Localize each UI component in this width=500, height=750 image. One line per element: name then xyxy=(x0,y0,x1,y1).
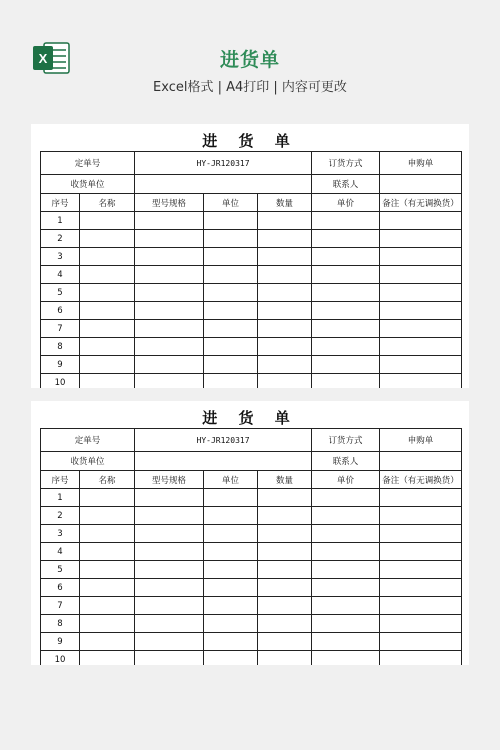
table-row xyxy=(41,284,462,302)
table-cell[interactable] xyxy=(380,579,462,597)
row-number: 5 xyxy=(41,561,80,579)
table-cell[interactable] xyxy=(135,525,204,543)
table-cell[interactable] xyxy=(258,320,312,338)
order-info-row xyxy=(41,152,462,175)
table-cell[interactable] xyxy=(204,212,258,230)
order-table xyxy=(40,428,462,665)
table-cell[interactable] xyxy=(258,579,312,597)
row-number: 7 xyxy=(41,320,80,338)
table-cell[interactable] xyxy=(80,597,135,615)
table-cell[interactable] xyxy=(80,507,135,525)
table-cell[interactable] xyxy=(204,266,258,284)
table-cell[interactable] xyxy=(135,489,204,507)
table-cell[interactable] xyxy=(312,543,380,561)
table-cell[interactable] xyxy=(258,615,312,633)
receiver-row xyxy=(41,175,462,194)
table-cell[interactable] xyxy=(312,633,380,651)
table-cell[interactable] xyxy=(380,651,462,666)
table-cell[interactable] xyxy=(380,489,462,507)
table-row xyxy=(41,507,462,525)
table-cell[interactable] xyxy=(204,489,258,507)
column-header: 序号 xyxy=(41,194,80,212)
table-cell[interactable] xyxy=(380,266,462,284)
page-subtitle: Excel格式 | A4打印 | 内容可更改 xyxy=(153,80,347,95)
table-row xyxy=(41,212,462,230)
row-number: 6 xyxy=(41,579,80,597)
table-cell[interactable] xyxy=(312,284,380,302)
table-cell[interactable] xyxy=(135,561,204,579)
order-method-value[interactable]: 申购单 xyxy=(380,429,462,452)
table-cell[interactable] xyxy=(380,338,462,356)
table-cell[interactable] xyxy=(380,525,462,543)
table-cell[interactable] xyxy=(312,266,380,284)
row-number: 1 xyxy=(41,212,80,230)
table-cell[interactable] xyxy=(380,320,462,338)
column-header: 序号 xyxy=(41,471,80,489)
column-header: 型号规格 xyxy=(135,194,204,212)
table-row xyxy=(41,374,462,389)
table-row xyxy=(41,597,462,615)
order-no-label: 定单号 xyxy=(41,429,135,452)
table-cell[interactable] xyxy=(135,651,204,666)
table-cell[interactable] xyxy=(80,230,135,248)
table-row xyxy=(41,320,462,338)
table-cell[interactable] xyxy=(312,615,380,633)
table-row xyxy=(41,489,462,507)
table-cell[interactable] xyxy=(80,302,135,320)
table-row xyxy=(41,579,462,597)
table-row xyxy=(41,651,462,666)
row-number: 4 xyxy=(41,266,80,284)
table-cell[interactable] xyxy=(204,248,258,266)
table-cell[interactable] xyxy=(135,302,204,320)
column-header: 单价 xyxy=(312,194,380,212)
table-cell[interactable] xyxy=(258,633,312,651)
receiver-row xyxy=(41,452,462,471)
table-cell[interactable] xyxy=(380,356,462,374)
table-cell[interactable] xyxy=(135,212,204,230)
table-cell[interactable] xyxy=(135,579,204,597)
table-cell[interactable] xyxy=(204,633,258,651)
row-number: 9 xyxy=(41,633,80,651)
order-info-row xyxy=(41,429,462,452)
table-cell[interactable] xyxy=(80,374,135,389)
order-method-label: 订货方式 xyxy=(312,429,380,452)
table-cell[interactable] xyxy=(312,489,380,507)
table-cell[interactable] xyxy=(258,489,312,507)
table-cell[interactable] xyxy=(204,561,258,579)
table-cell[interactable] xyxy=(312,302,380,320)
table-cell[interactable] xyxy=(312,561,380,579)
table-cell[interactable] xyxy=(204,302,258,320)
table-cell[interactable] xyxy=(258,248,312,266)
column-header-row xyxy=(41,194,462,212)
column-header: 单位 xyxy=(204,194,258,212)
sheet-title: 进 货 单 xyxy=(202,132,298,150)
table-cell[interactable] xyxy=(380,230,462,248)
table-cell[interactable] xyxy=(80,525,135,543)
table-cell[interactable] xyxy=(258,338,312,356)
table-cell[interactable] xyxy=(135,507,204,525)
table-cell[interactable] xyxy=(135,338,204,356)
row-number: 2 xyxy=(41,507,80,525)
table-cell[interactable] xyxy=(204,320,258,338)
table-cell[interactable] xyxy=(80,651,135,666)
column-header-row xyxy=(41,471,462,489)
table-cell[interactable] xyxy=(380,302,462,320)
column-header: 名称 xyxy=(80,194,135,212)
table-cell[interactable] xyxy=(135,320,204,338)
table-cell[interactable] xyxy=(135,284,204,302)
table-cell[interactable] xyxy=(312,525,380,543)
table-cell[interactable] xyxy=(312,212,380,230)
row-number: 2 xyxy=(41,230,80,248)
table-cell[interactable] xyxy=(380,284,462,302)
table-cell[interactable] xyxy=(204,543,258,561)
order-no-value[interactable]: HY-JR120317 xyxy=(135,152,312,175)
table-cell[interactable] xyxy=(380,507,462,525)
table-cell[interactable] xyxy=(80,561,135,579)
column-header: 名称 xyxy=(80,471,135,489)
table-cell[interactable] xyxy=(312,579,380,597)
table-cell[interactable] xyxy=(80,615,135,633)
table-row xyxy=(41,543,462,561)
table-cell[interactable] xyxy=(80,579,135,597)
receiver-value-cell[interactable] xyxy=(135,452,312,471)
table-cell[interactable] xyxy=(380,212,462,230)
receiver-value-cell[interactable] xyxy=(135,175,312,194)
order-method-value[interactable]: 申购单 xyxy=(380,152,462,175)
sheet-2 xyxy=(31,401,469,665)
table-cell[interactable] xyxy=(380,561,462,579)
row-number: 5 xyxy=(41,284,80,302)
table-row xyxy=(41,561,462,579)
column-header: 型号规格 xyxy=(135,471,204,489)
table-cell[interactable] xyxy=(135,248,204,266)
table-cell[interactable] xyxy=(258,507,312,525)
table-cell[interactable] xyxy=(204,356,258,374)
table-cell[interactable] xyxy=(204,374,258,389)
contact-label: 联系人 xyxy=(312,452,380,471)
row-number: 4 xyxy=(41,543,80,561)
table-cell[interactable] xyxy=(204,230,258,248)
row-number: 3 xyxy=(41,248,80,266)
table-cell[interactable] xyxy=(80,633,135,651)
receiver-label: 收货单位 xyxy=(41,175,135,194)
table-cell[interactable] xyxy=(258,543,312,561)
table-cell[interactable] xyxy=(312,651,380,666)
table-cell[interactable] xyxy=(258,651,312,666)
table-cell[interactable] xyxy=(312,356,380,374)
table-cell[interactable] xyxy=(258,230,312,248)
table-cell[interactable] xyxy=(380,633,462,651)
table-cell[interactable] xyxy=(204,507,258,525)
table-cell[interactable] xyxy=(204,579,258,597)
table-row xyxy=(41,525,462,543)
table-cell[interactable] xyxy=(135,597,204,615)
table-cell[interactable] xyxy=(80,338,135,356)
table-row xyxy=(41,338,462,356)
table-cell[interactable] xyxy=(380,248,462,266)
column-header: 备注（有无调换货） xyxy=(380,471,462,489)
table-row xyxy=(41,615,462,633)
table-cell[interactable] xyxy=(80,266,135,284)
table-cell[interactable] xyxy=(204,597,258,615)
order-table xyxy=(40,151,462,388)
table-cell[interactable] xyxy=(258,212,312,230)
table-cell[interactable] xyxy=(80,489,135,507)
table-cell[interactable] xyxy=(258,597,312,615)
table-row xyxy=(41,633,462,651)
row-number: 8 xyxy=(41,615,80,633)
row-number: 9 xyxy=(41,356,80,374)
column-header: 数量 xyxy=(258,194,312,212)
contact-value-cell[interactable] xyxy=(380,452,462,471)
table-cell[interactable] xyxy=(312,248,380,266)
table-row xyxy=(41,230,462,248)
table-cell[interactable] xyxy=(258,356,312,374)
table-cell[interactable] xyxy=(204,615,258,633)
table-cell[interactable] xyxy=(204,651,258,666)
table-cell[interactable] xyxy=(80,356,135,374)
table-cell[interactable] xyxy=(258,525,312,543)
sheet-1 xyxy=(31,124,469,388)
table-cell[interactable] xyxy=(258,302,312,320)
table-cell[interactable] xyxy=(80,212,135,230)
row-number: 3 xyxy=(41,525,80,543)
table-cell[interactable] xyxy=(204,525,258,543)
table-cell[interactable] xyxy=(80,320,135,338)
table-cell[interactable] xyxy=(380,597,462,615)
table-cell[interactable] xyxy=(135,266,204,284)
table-cell[interactable] xyxy=(258,284,312,302)
column-header: 备注（有无调换货） xyxy=(380,194,462,212)
receiver-label: 收货单位 xyxy=(41,452,135,471)
table-cell[interactable] xyxy=(258,374,312,389)
contact-value-cell[interactable] xyxy=(380,175,462,194)
table-cell[interactable] xyxy=(312,338,380,356)
table-row xyxy=(41,248,462,266)
row-number: 8 xyxy=(41,338,80,356)
table-cell[interactable] xyxy=(135,615,204,633)
order-no-label: 定单号 xyxy=(41,152,135,175)
row-number: 10 xyxy=(41,651,80,666)
table-cell[interactable] xyxy=(258,561,312,579)
table-cell[interactable] xyxy=(135,356,204,374)
sheet-title: 进 货 单 xyxy=(202,409,298,427)
contact-label: 联系人 xyxy=(312,175,380,194)
logo-letter: X xyxy=(38,51,48,66)
row-number: 10 xyxy=(41,374,80,389)
table-cell[interactable] xyxy=(135,543,204,561)
table-cell[interactable] xyxy=(135,374,204,389)
table-cell[interactable] xyxy=(80,248,135,266)
table-cell[interactable] xyxy=(380,615,462,633)
column-header: 单位 xyxy=(204,471,258,489)
table-cell[interactable] xyxy=(312,230,380,248)
table-row xyxy=(41,356,462,374)
row-number: 1 xyxy=(41,489,80,507)
order-no-value[interactable]: HY-JR120317 xyxy=(135,429,312,452)
table-row xyxy=(41,266,462,284)
table-cell[interactable] xyxy=(80,543,135,561)
table-cell[interactable] xyxy=(380,374,462,389)
column-header: 数量 xyxy=(258,471,312,489)
table-cell[interactable] xyxy=(204,284,258,302)
table-cell[interactable] xyxy=(380,543,462,561)
order-method-label: 订货方式 xyxy=(312,152,380,175)
table-cell[interactable] xyxy=(80,284,135,302)
page-title: 进货单 xyxy=(219,49,280,71)
table-cell[interactable] xyxy=(312,374,380,389)
table-cell[interactable] xyxy=(312,507,380,525)
table-cell[interactable] xyxy=(312,320,380,338)
row-number: 7 xyxy=(41,597,80,615)
table-cell[interactable] xyxy=(135,230,204,248)
column-header: 单价 xyxy=(312,471,380,489)
row-number: 6 xyxy=(41,302,80,320)
table-cell[interactable] xyxy=(312,597,380,615)
table-cell[interactable] xyxy=(204,338,258,356)
table-cell[interactable] xyxy=(135,633,204,651)
table-cell[interactable] xyxy=(258,266,312,284)
table-row xyxy=(41,302,462,320)
